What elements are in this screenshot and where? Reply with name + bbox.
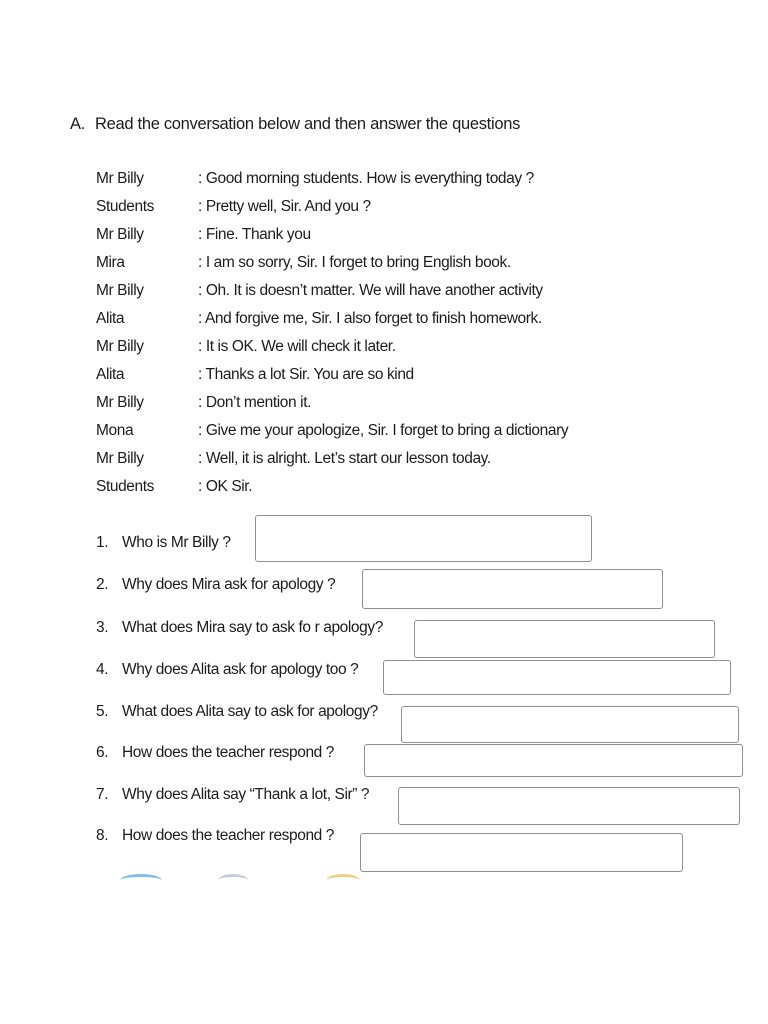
- answer-box-6[interactable]: [364, 744, 743, 777]
- speech-text: : Give me your apologize, Sir. I forget to bring a dictionary: [198, 422, 569, 439]
- question-text: Why does Mira ask for apology ?: [122, 576, 336, 593]
- section-instruction: Read the conversation below and then answer the questions: [95, 115, 521, 133]
- section-letter: A.: [70, 115, 85, 133]
- speech-text: : OK Sir.: [198, 478, 253, 495]
- question-7: [96, 786, 369, 804]
- question-number: 3.: [96, 619, 109, 636]
- question-number: 5.: [96, 703, 109, 720]
- question-text: What does Alita say to ask for apology?: [122, 703, 378, 720]
- question-number: 8.: [96, 827, 109, 844]
- answer-box-2[interactable]: [362, 569, 663, 609]
- answer-box-8[interactable]: [360, 833, 683, 872]
- question-text: Why does Alita ask for apology too ?: [122, 661, 359, 678]
- speaker-name: Mona: [96, 422, 134, 439]
- speaker-name: Mr Billy: [96, 394, 144, 411]
- question-number: 1.: [96, 534, 109, 551]
- speaker-name: Students: [96, 478, 154, 495]
- question-number: 6.: [96, 744, 109, 761]
- question-text: What does Mira say to ask fo r apology?: [122, 619, 383, 636]
- question-number: 2.: [96, 576, 109, 593]
- speech-text: : Oh. It is doesn’t matter. We will have another activity: [198, 282, 543, 299]
- decorative-arc-orange: [326, 874, 360, 887]
- question-3: [96, 619, 383, 637]
- speaker-name: Mr Billy: [96, 170, 144, 187]
- speech-text: : Don’t mention it.: [198, 394, 312, 411]
- speaker-name: Mr Billy: [96, 450, 144, 467]
- question-text: Why does Alita say “Thank a lot, Sir” ?: [122, 786, 370, 803]
- speaker-name: Mr Billy: [96, 282, 144, 299]
- section-heading: [70, 115, 520, 134]
- question-text: How does the teacher respond ?: [122, 827, 335, 844]
- speech-text: : Pretty well, Sir. And you ?: [198, 198, 371, 215]
- question-text: How does the teacher respond ?: [122, 744, 335, 761]
- question-text: Who is Mr Billy ?: [122, 534, 231, 551]
- speech-text: : Fine. Thank you: [198, 226, 311, 243]
- speech-text: : I am so sorry, Sir. I forget to bring English book.: [198, 254, 511, 271]
- speech-text: : And forgive me, Sir. I also forget to finish homework.: [198, 310, 542, 327]
- speaker-name: Alita: [96, 310, 125, 327]
- speaker-name: Alita: [96, 366, 125, 383]
- question-number: 7.: [96, 786, 109, 803]
- question-5: [96, 703, 378, 721]
- speech-text: : It is OK. We will check it later.: [198, 338, 396, 355]
- decorative-arc-gray: [218, 874, 248, 887]
- speech-text: : Good morning students. How is everything today ?: [198, 170, 534, 187]
- question-4: [96, 661, 358, 679]
- speaker-name: Students: [96, 198, 154, 215]
- question-1: [96, 534, 231, 552]
- answer-box-7[interactable]: [398, 787, 740, 825]
- speaker-name: Mr Billy: [96, 338, 144, 355]
- answer-box-1[interactable]: [255, 515, 592, 562]
- answer-box-4[interactable]: [383, 660, 731, 695]
- question-8: [96, 827, 334, 845]
- question-2: [96, 576, 335, 594]
- question-number: 4.: [96, 661, 109, 678]
- speech-text: : Thanks a lot Sir. You are so kind: [198, 366, 414, 383]
- answer-box-5[interactable]: [401, 706, 739, 743]
- answer-box-3[interactable]: [414, 620, 715, 658]
- decorative-arc-blue: [120, 874, 162, 887]
- speaker-name: Mira: [96, 254, 125, 271]
- question-6: [96, 744, 334, 762]
- speech-text: : Well, it is alright. Let’s start our lesson today.: [198, 450, 491, 467]
- speaker-name: Mr Billy: [96, 226, 144, 243]
